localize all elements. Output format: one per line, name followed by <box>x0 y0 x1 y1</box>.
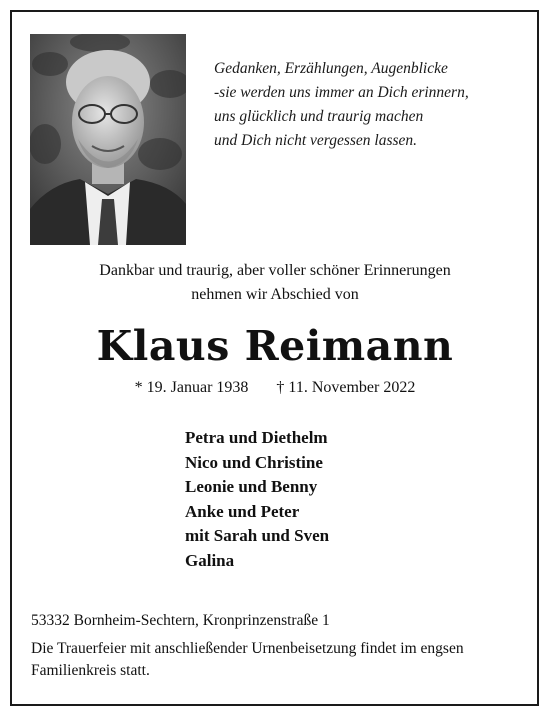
intro-line: nehmen wir Abschied von <box>191 286 359 303</box>
death-date: † 11. November 2022 <box>276 379 416 396</box>
birth-date: * 19. Januar 1938 <box>134 379 249 396</box>
family-member: Petra und Diethelm <box>185 428 328 447</box>
portrait-photo <box>30 34 186 245</box>
poem-line: Gedanken, Erzählungen, Augenblicke <box>214 60 448 77</box>
deceased-name: Klaus Reimann <box>96 322 454 370</box>
poem <box>214 57 534 153</box>
funeral-notice: Die Trauerfeier mit anschließender Urnenbeisetzung findet im engsen Familienkreis statt. <box>31 640 464 679</box>
family-member: Galina <box>185 550 235 570</box>
intro-text <box>0 259 550 307</box>
family-list <box>185 426 329 573</box>
poem-line: uns glücklich und traurig machen <box>214 108 424 125</box>
family-member: Anke und Peter <box>185 501 300 521</box>
address: 53332 Bornheim-Sechtern, Kronprinzenstraße 1 <box>31 612 330 629</box>
family-member: Nico und Christine <box>185 452 323 472</box>
intro-line: Dankbar und traurig, aber voller schöner Erinnerungen <box>99 262 451 279</box>
poem-line: und Dich nicht vergessen lassen. <box>214 132 418 149</box>
life-dates <box>0 377 550 399</box>
family-member: Leonie und Benny <box>185 477 318 496</box>
poem-line: -sie werden uns immer an Dich erinnern, <box>214 84 469 101</box>
family-member: mit Sarah und Sven <box>185 526 330 545</box>
